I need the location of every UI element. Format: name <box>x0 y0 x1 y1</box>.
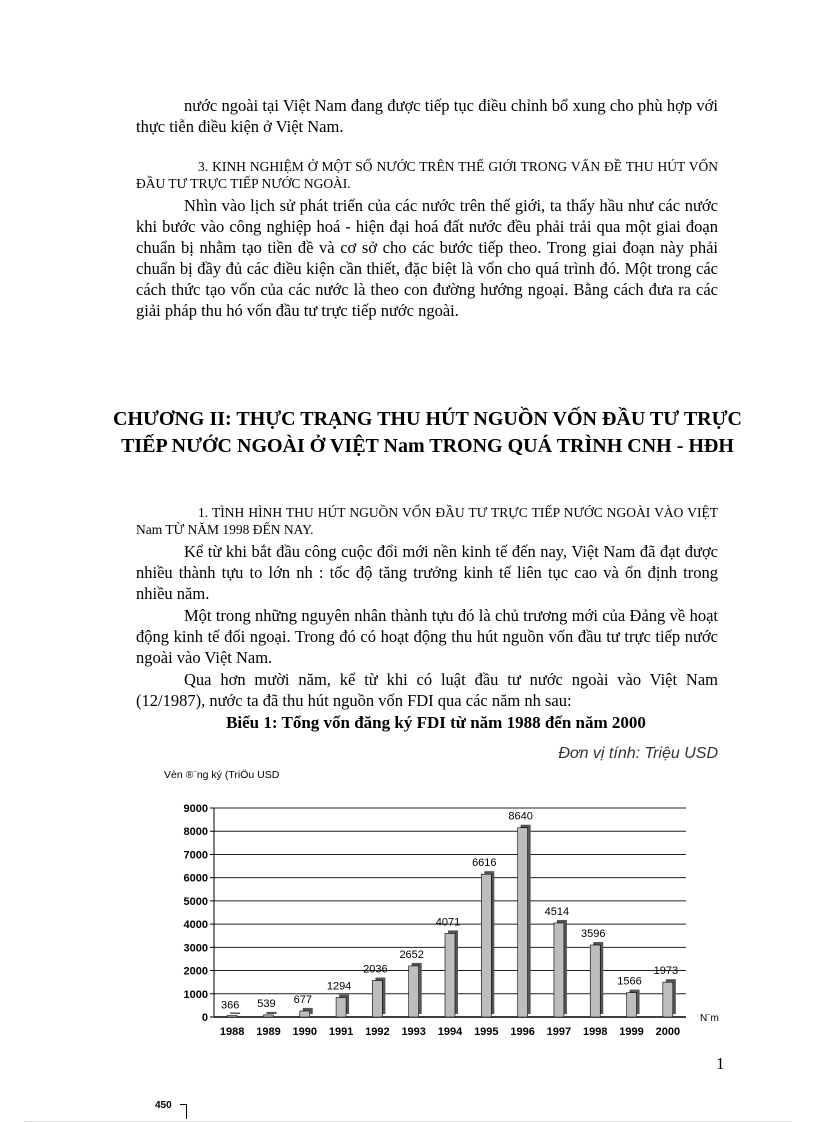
y-tick-label: 6000 <box>183 872 208 885</box>
footer-mark <box>180 1104 187 1119</box>
paragraph-continuation: nước ngoài tại Việt Nam đang được tiếp tục điều chỉnh bổ xung cho phù hợp với thực tiễn điều kiện ở Việt Nam. <box>136 96 718 136</box>
data-label: 1973 <box>653 965 679 978</box>
bar <box>554 923 564 1017</box>
x-tick-label: 1995 <box>474 1026 499 1038</box>
bar <box>409 966 419 1017</box>
data-label: 2036 <box>363 963 388 976</box>
bar <box>663 982 673 1017</box>
data-label: 6616 <box>472 857 497 870</box>
x-tick-label: 1993 <box>401 1026 426 1038</box>
section-heading-3: 3. KINH NGHIỆM Ở MỘT SỐ NƯỚC TRÊN THẾ GIỚI TRONG VẤN ĐỀ THU HÚT VỐN ĐẦU TƯ TRỰC TIẾP NƯỚC NGOÀI. <box>136 159 718 191</box>
y-tick-label: 0 <box>201 1012 208 1024</box>
bar-shadow <box>412 963 422 1014</box>
y-tick-label: 1000 <box>183 988 208 1001</box>
bar-shadow <box>230 1013 240 1015</box>
data-label: 4071 <box>435 916 461 929</box>
y-tick-label: 3000 <box>183 942 208 955</box>
data-label: 1294 <box>326 980 352 993</box>
bar-shadow <box>630 990 640 1014</box>
paragraph-achievements: Kể từ khi bắt đầu công cuộc đổi mới nền kinh tế đến nay, Việt Nam đã đạt được nhiều thành tựu to lớn nh : tốc độ tăng trưởng kinh tế liên tục cao và ổn định trong nhiều năm. <box>136 542 718 603</box>
bar-shadow <box>666 979 676 1014</box>
bar <box>263 1015 273 1017</box>
chart-data-labels <box>221 811 678 1012</box>
chart-grid <box>210 808 686 1017</box>
y-tick-label: 9000 <box>183 803 208 815</box>
x-tick-label: 1990 <box>292 1026 318 1038</box>
data-label: 539 <box>257 997 276 1010</box>
bar-shadow <box>557 920 567 1014</box>
bar-shadow <box>593 942 603 1014</box>
chapter-title: CHƯƠNG II: THỰC TRẠNG THU HÚT NGUỒN VỐN ĐẦU TƯ TRỰC TIẾP NƯỚC NGOÀI Ở VIỆT Nam TRONG QUÁ TRÌNH CNH - HĐH <box>113 408 742 457</box>
data-label: 2652 <box>399 948 424 961</box>
data-label: 366 <box>220 999 240 1012</box>
bar-shadow <box>266 1012 276 1014</box>
y-tick-label: 2000 <box>183 965 208 978</box>
data-label: 8640 <box>508 810 533 823</box>
chart-bars <box>227 825 679 1017</box>
unit-label: Đơn vị tính: Triệu USD <box>558 745 718 762</box>
x-tick-label: 1992 <box>365 1026 390 1038</box>
bar-shadow <box>448 930 458 1014</box>
bar <box>518 828 528 1017</box>
x-tick-label: 1998 <box>582 1026 608 1038</box>
x-tick-label: 1994 <box>437 1026 463 1038</box>
data-label: 4514 <box>544 905 570 918</box>
x-tick-label: 1997 <box>546 1026 572 1038</box>
data-label: 3596 <box>580 928 606 941</box>
y-tick-label: 7000 <box>183 849 208 862</box>
x-tick-label: 1988 <box>219 1026 245 1038</box>
bar-shadow <box>303 1008 313 1014</box>
data-label: 1566 <box>617 975 642 988</box>
bar-shadow <box>521 825 531 1014</box>
y-tick-label: 8000 <box>183 826 208 839</box>
bar-shadow <box>484 871 494 1014</box>
page-number: 1 <box>716 1054 725 1073</box>
chart-y-axis-label: Vèn ®¨ng ký (TriÖu USD <box>164 769 280 781</box>
x-tick-label: 1989 <box>256 1026 281 1038</box>
chart-caption: Biểu 1: Tổng vốn đăng ký FDI từ năm 1988 đến năm 2000 <box>226 713 646 732</box>
chart-y-ticks <box>184 803 208 1024</box>
bar <box>372 981 382 1017</box>
footer-number: 450 <box>155 1100 172 1111</box>
x-tick-label: 1996 <box>510 1026 535 1038</box>
bar-shadow <box>375 978 385 1014</box>
bar <box>445 933 455 1017</box>
chart-x-axis-label: N¨m <box>700 1013 719 1024</box>
bar <box>481 874 491 1017</box>
x-tick-label: 1999 <box>619 1026 644 1038</box>
data-label: 677 <box>293 993 312 1006</box>
section-heading-1: 1. TÌNH HÌNH THU HÚT NGUỒN VỐN ĐẦU TƯ TRỰC TIẾP NƯỚC NGOÀI VÀO VIỆT Nam TỪ NĂM 1998 ĐẾN NAY. <box>136 505 718 537</box>
x-tick-label: 2000 <box>655 1026 681 1038</box>
y-tick-label: 5000 <box>183 895 208 908</box>
paragraph-reasons: Một trong những nguyên nhân thành tựu đó là chủ trương mới của Đảng về hoạt động kinh tế đối ngoại. Trong đó có hoạt động thu hút nguồn vốn đầu tư trực tiếp nước ngoài vào Việt Nam. <box>136 606 718 667</box>
bar <box>300 1011 310 1017</box>
page-bottom-rule <box>24 1121 792 1122</box>
paragraph-fdi-intro: Qua hơn mười năm, kể từ khi có luật đầu tư nước ngoài vào Việt Nam (12/1987), nước ta đã thu hút nguồn vốn FDI qua các năm nh sau: <box>136 670 718 710</box>
paragraph-experience: Nhìn vào lịch sử phát triển của các nước trên thế giới, ta thấy hầu như các nước khi bước vào công nghiệp hoá - hiện đại hoá đất nước đều phải trải qua một giai đoạn chuẩn bị nhằm tạo tiền đề và cơ sở cho các bước tiếp theo. Trong giai đoạn này phải chuẩn bị đầy đủ các điều kiện cần thiết, đặc biệt là vốn cho quá trình đó. Một trong các cách thức tạo vốn của các nước là theo con đường hướng ngoại. Bằng cách đưa ra các giải pháp thu hó vốn đầu tư trực tiếp nước ngoài. <box>136 196 718 320</box>
bar <box>590 945 600 1017</box>
x-tick-label: 1991 <box>328 1026 354 1038</box>
bar <box>227 1016 237 1018</box>
bar-shadow <box>339 994 349 1014</box>
bar <box>627 993 637 1017</box>
y-tick-label: 4000 <box>183 919 208 932</box>
chart-x-ticks <box>220 1026 680 1038</box>
bar <box>336 997 346 1017</box>
